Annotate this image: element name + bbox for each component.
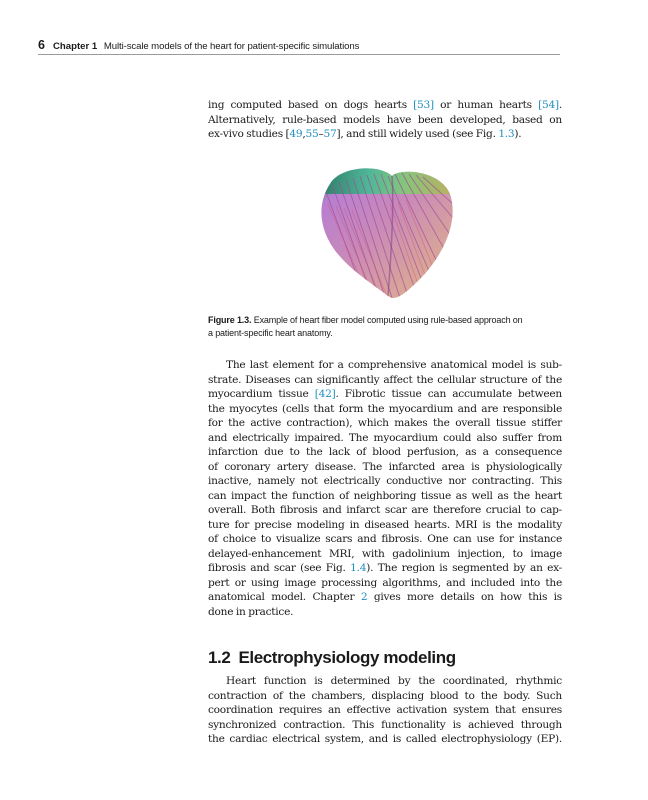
citation-link[interactable]: 49 — [289, 128, 303, 140]
text-line — [208, 561, 562, 576]
text-run: . Fibrotic tissue can accumulate between — [335, 388, 562, 400]
figure-label: Figure 1.3. — [208, 315, 252, 325]
section-title: Electrophysiology modeling — [238, 648, 456, 667]
text-line: Heart function is determined by the coordinated, rhythmic — [226, 675, 562, 687]
text-run: – — [318, 128, 324, 140]
citation-link[interactable]: 57 — [323, 128, 337, 140]
paragraph-2 — [208, 358, 562, 619]
section-number: 1.2 — [208, 648, 231, 667]
citation-link[interactable]: [42] — [314, 388, 336, 400]
text-run: . — [558, 99, 562, 111]
running-head — [38, 38, 560, 55]
text-line: The last element for a comprehensive anatomical model is sub- — [226, 359, 562, 371]
text-run: anatomical model. Chapter — [208, 591, 361, 603]
text-line — [208, 127, 562, 142]
text-run: , — [302, 128, 306, 140]
text-line: the cardiac electrical system, and is called electrophysiology (EP). — [208, 733, 562, 745]
text-line: of choice to visualize scars and fibrosis. One can use for instance — [208, 533, 562, 545]
chapter-label: Chapter 1 — [52, 41, 98, 52]
text-line: delayed-enhancement MRI, with gadolinium injection, to image — [208, 547, 562, 560]
text-run: ing computed based on dogs hearts — [208, 99, 414, 111]
caption-text: a patient-specific heart anatomy. — [208, 328, 333, 338]
heart-fiber-figure — [300, 164, 470, 304]
text-line: synchronized contraction. This functionality is achieved through — [208, 718, 562, 731]
chapter-title: Multi-scale models of the heart for patient-specific simulations — [103, 41, 360, 52]
paragraph-1 — [208, 98, 562, 142]
figure-caption — [208, 314, 562, 340]
text-run: ). — [514, 128, 522, 140]
text-run: ). The region is segmented by an ex- — [366, 562, 563, 574]
text-line: overall. Both fibrosis and infarct scar are therefore crucial to cap- — [208, 504, 562, 516]
text-line — [208, 387, 562, 402]
text-line: done in practice. — [208, 605, 294, 618]
paragraph-3 — [208, 674, 562, 747]
text-line: of coronary artery disease. The infarcted area is physiologically — [208, 460, 562, 473]
text-line: coordination requires an effective activation system that ensures — [208, 704, 562, 716]
text-line: inactive, namely not electrically conductive nor contracting. This — [208, 475, 562, 487]
text-line — [208, 98, 562, 113]
citation-link[interactable]: [54] — [538, 99, 559, 111]
page-number: 6 — [38, 38, 45, 52]
text-run: ], and still widely used (see Fig. — [336, 128, 499, 140]
text-line: strate. Diseases can significantly affect the cellular structure of the — [208, 373, 562, 386]
figure-link[interactable]: 1.4 — [350, 562, 367, 574]
text-line: infarction due to the lack of blood perfusion, as a consequence — [208, 446, 562, 458]
text-line: and electrically impaired. The myocardium could also suffer from — [208, 431, 562, 444]
text-run: or human hearts — [433, 99, 539, 111]
text-line: pert or using image processing algorithms, and included into the — [208, 576, 562, 589]
text-run: myocardium tissue — [208, 388, 315, 400]
text-run: gives more details on how this is — [367, 591, 562, 603]
citation-link[interactable]: 55 — [305, 128, 319, 140]
text-line: contraction of the chambers, displacing blood to the body. Such — [208, 689, 562, 702]
citation-link[interactable]: [53] — [413, 99, 434, 111]
section-heading — [208, 648, 456, 670]
text-run: ex-vivo studies [ — [208, 128, 290, 140]
text-line: can impact the function of neighboring tissue as well as the heart — [208, 489, 562, 502]
figure-link[interactable]: 1.3 — [498, 128, 515, 140]
text-line: for the active contraction), which makes the overall tissue stiffer — [208, 417, 562, 429]
text-line: the myocytes (cells that form the myocardium and are responsible — [208, 402, 562, 415]
heart-fiber-model-image — [300, 164, 470, 304]
text-line — [208, 590, 562, 605]
caption-text: Example of heart fiber model computed using rule-based approach on — [253, 315, 523, 325]
text-run: fibrosis and scar (see Fig. — [208, 562, 351, 574]
text-line: Alternatively, rule-based models have been developed, based on — [208, 113, 562, 126]
text-line: ture for precise modeling in diseased hearts. MRI is the modality — [208, 518, 562, 531]
chapter-link[interactable]: 2 — [360, 591, 368, 603]
